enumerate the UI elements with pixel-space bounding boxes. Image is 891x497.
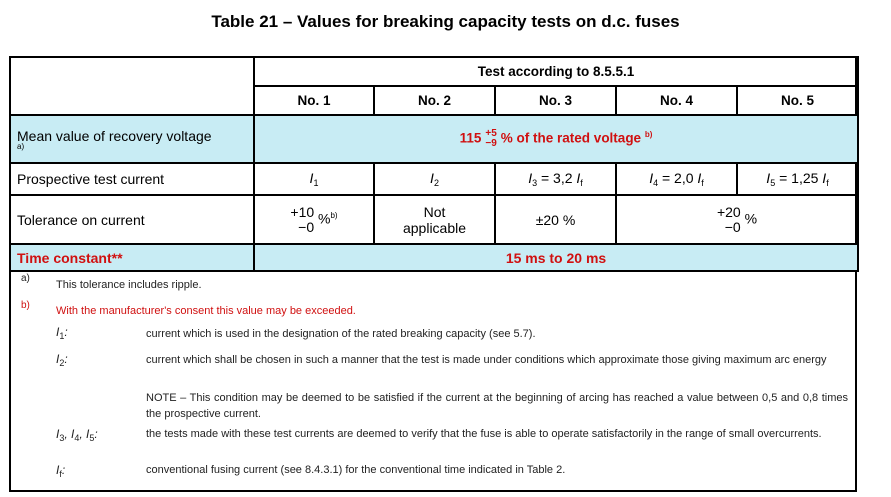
tolerance-no1-ref: b): [330, 210, 338, 220]
column-header-no4: No. 4: [616, 86, 737, 115]
tolerance-no45-minus: −0: [724, 218, 741, 235]
footnote-a-mark: a): [21, 273, 30, 284]
tolerance-no45-plus: +20: [716, 203, 741, 220]
tolerance-no2-line1: Not: [423, 203, 446, 220]
current-factor: = 3,2: [537, 170, 577, 186]
current-subscript: 5: [770, 178, 776, 188]
symbol-i345: $I_3$, $I_4$, $I_5$:: [56, 427, 98, 443]
symbol-if-description: conventional fusing current (see 8.4.3.1) for the conventional time indicated in Table 2.: [146, 464, 566, 476]
tolerance-no45-unit: %: [744, 210, 758, 227]
current-subscript: 3: [532, 178, 538, 188]
tolerance-no45: [616, 195, 858, 244]
time-constant-row: [10, 244, 858, 271]
symbol-i2: $I_2$:: [56, 352, 68, 368]
symbol-i1: $I_1$:: [56, 325, 68, 341]
tolerance-no1-minus: −0: [298, 218, 315, 235]
recovery-voltage-ref: b): [644, 130, 653, 140]
recovery-voltage-label-ref: a): [17, 141, 25, 151]
prospective-current-label: Prospective test current: [10, 163, 254, 195]
current-symbol: I: [430, 170, 434, 186]
header-row-group: [10, 57, 858, 86]
current-cell-no4: [616, 163, 737, 195]
symbol-if: $I_f$:: [56, 463, 66, 479]
current-cell-no2: [374, 163, 495, 195]
prospective-current-row: [10, 163, 858, 195]
current-factor: = 2,0: [658, 170, 698, 186]
recovery-voltage-number: 115: [459, 130, 482, 146]
symbol-i345-description: the tests made with these test currents are deemed to verify that the fuse is able to operate satisfactorily in the range of small overcurrents.: [146, 428, 822, 440]
tolerance-row: [10, 195, 858, 244]
recovery-voltage-row: [10, 115, 858, 163]
tolerance-no1-unit: %: [318, 210, 331, 227]
tolerance-no2: [374, 195, 495, 244]
header-corner-cell: [10, 57, 254, 115]
column-header-no5: No. 5: [737, 86, 858, 115]
footnote-b-text: With the manufacturer's consent this value may be exceeded.: [56, 305, 356, 317]
current-symbol-f: I: [697, 170, 702, 186]
current-cell-no1: [254, 163, 374, 195]
tolerance-no1-plus: +10: [290, 203, 315, 220]
symbol-i1-description: current which is used in the designation of the rated breaking capacity (see 5.7).: [146, 328, 536, 340]
footnote-a-text: This tolerance includes ripple.: [56, 279, 202, 291]
current-cell-no5: [737, 163, 858, 195]
column-header-no1: No. 1: [254, 86, 374, 115]
tolerance-no3: ±20 %: [495, 195, 616, 244]
current-subscript-f: f: [580, 178, 583, 188]
current-symbol-f: I: [576, 170, 581, 186]
time-constant-value: 15 ms to 20 ms: [254, 244, 858, 271]
current-factor: = 1,25: [775, 170, 823, 186]
tolerance-no1: [254, 195, 374, 244]
current-symbol: I: [309, 170, 314, 186]
tolerance-no45-values: [717, 205, 741, 235]
current-subscript-f: f: [701, 178, 704, 188]
tolerance-no1-values: [290, 205, 314, 235]
current-symbol: I: [649, 170, 654, 186]
breaking-capacity-table: [9, 56, 859, 272]
tolerance-label: Tolerance on current: [10, 195, 254, 244]
symbol-i2-description: current which shall be chosen in such a manner that the test is made under conditions which approximate those giving maximum arc energy: [146, 354, 827, 366]
current-subscript: 4: [653, 178, 659, 188]
current-symbol-f: I: [822, 170, 827, 186]
current-cell-no3: [495, 163, 616, 195]
column-header-no3: No. 3: [495, 86, 616, 115]
test-group-header: Test according to 8.5.5.1: [254, 57, 858, 86]
recovery-voltage-label: [10, 115, 254, 163]
time-constant-label: Time constant**: [10, 244, 254, 271]
current-subscript-f: f: [826, 178, 829, 188]
current-subscript: 1: [313, 178, 319, 188]
recovery-tol-minus: −9: [485, 138, 497, 149]
column-header-no2: No. 2: [374, 86, 495, 115]
recovery-voltage-tolerance: [485, 129, 496, 149]
recovery-voltage-value: [254, 115, 858, 163]
recovery-tol-plus: +5: [485, 128, 497, 139]
current-subscript: 2: [433, 178, 439, 188]
current-symbol: I: [528, 170, 533, 186]
table-title: Table 21 – Values for breaking capacity tests on d.c. fuses: [211, 12, 680, 31]
current-symbol: I: [766, 170, 771, 186]
recovery-voltage-label-text: Mean value of recovery voltage: [17, 127, 212, 144]
recovery-voltage-suffix: % of the rated voltage: [500, 130, 642, 146]
note-text: NOTE – This condition may be deemed to be satisfied if the current at the beginning of arcing has reached a value between 0,5 and 0,8 times the prospective current.: [146, 392, 848, 420]
tolerance-no2-line2: applicable: [402, 219, 467, 236]
footnote-b-mark: b): [21, 300, 30, 311]
